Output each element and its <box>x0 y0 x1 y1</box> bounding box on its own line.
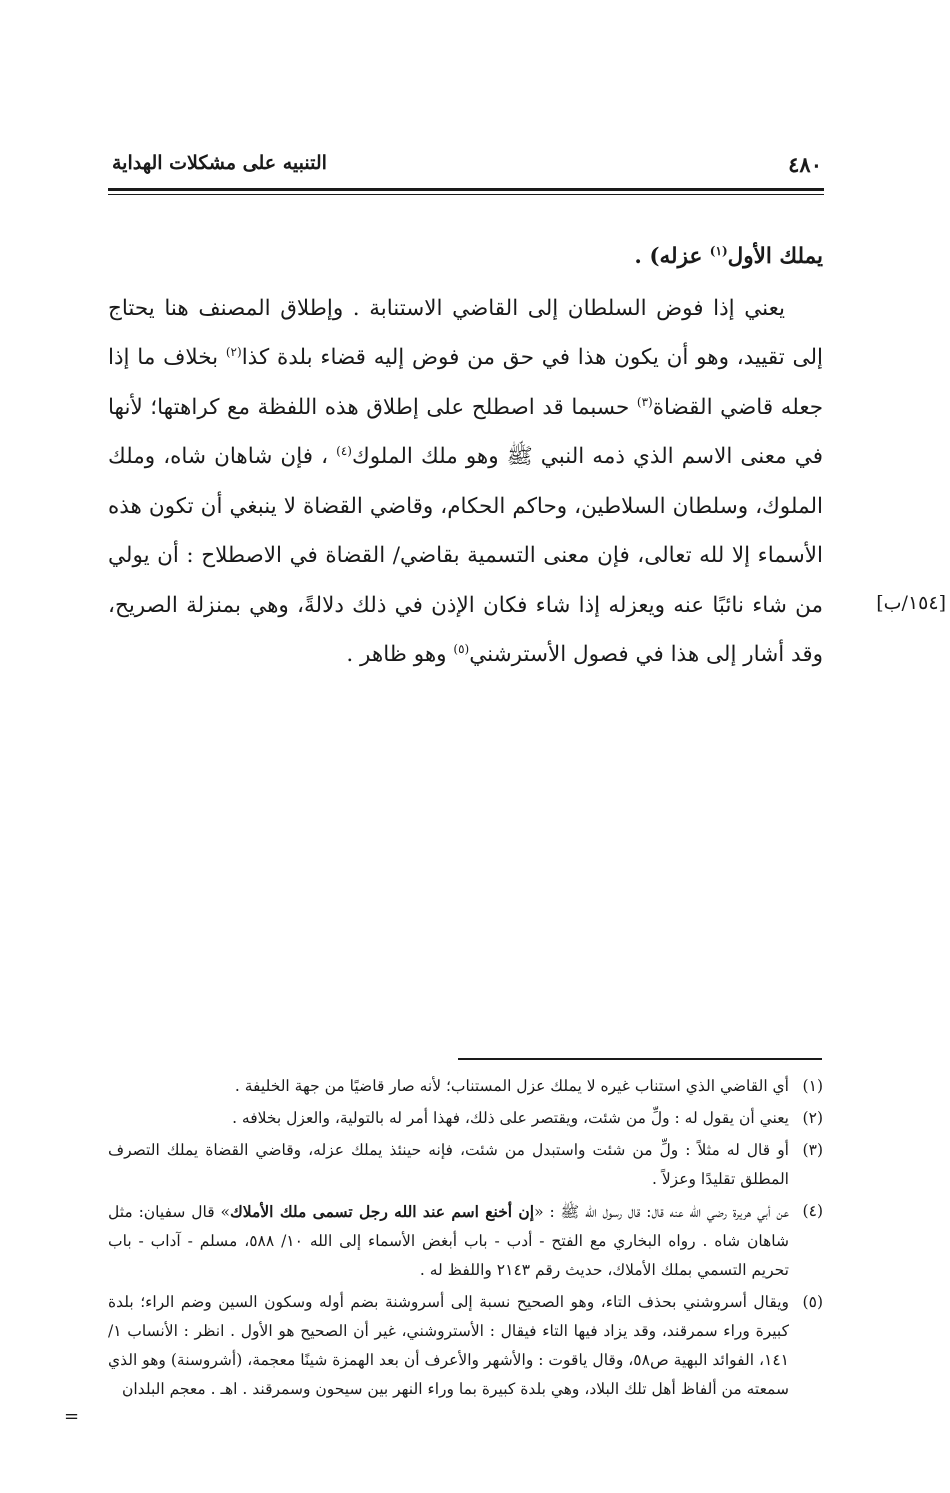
paragraph-text: يعني إذا فوض السلطان إلى القاضي الاستنابة . وإطلاق المصنف هنا يحتاج إلى تقييد، وهو أن يكون هذا في حق من فوض إليه قضاء بلدة كذا <box>108 295 823 370</box>
footnote-ref-3[interactable]: (٣) <box>636 394 653 409</box>
footnote-ref-4[interactable]: (٤) <box>336 443 352 458</box>
footnote-ref-5[interactable]: (٥) <box>453 641 470 656</box>
footnote-separator <box>458 1058 822 1060</box>
continuation-mark: = <box>64 1406 80 1427</box>
lead-line <box>108 232 823 282</box>
footnote <box>108 1104 823 1133</box>
body-paragraph <box>108 284 823 680</box>
footnote-text-part: عن أبي هريرة رضي الله عنه قال: قال رسول الله ﷺ : « <box>534 1203 789 1221</box>
footnote-text-part: » قال سفيان: مثل شاهان شاه . رواه البخاري مع الفتح - أدب - باب أبغض الأسماء إلى الله ١٠/ ٥٨٨، مسلم - آداب - باب تحريم التسمي بملك الأملاك، حديث رقم ٢١٤٣ واللفظ له . <box>108 1203 789 1279</box>
paragraph-text: وهو ظاهر . <box>346 642 454 667</box>
footnote-text: أو قال له مثلاً : ولِّ من شئت واستبدل من شئت، فإنه حينئذ يملك عزله، وقاضي القضاة يملك التصرف المطلق تقليدًا وعزلاً . <box>108 1141 789 1188</box>
manuscript-folio-marker: [١٥٤/ب] <box>876 592 946 614</box>
footnote-text: ويقال أسروشني بحذف التاء، وهو الصحيح نسبة إلى أسروشنة بضم أوله وسكون السين وضم الراء؛ بلدة كبيرة وراء سمرقند، وقد يزاد فيها التاء فيقال : الأستروشني، غير أن الصحيح هو الأول . انظر : الأنساب ١/ ١٤١، الفوائد البهية ص٥٨، وقال ياقوت : والأشهر والأعرف أن بعد الهمزة شينًا معجمة، (أشروسنة) وهو الذي سمعته من ألفاظ أهل تلك البلاد، وهي بلدة كبيرة بما وراء النهر بين سيحون وسمرقند . اهـ . معجم البلدان <box>108 1293 789 1398</box>
footnote-ref-2[interactable]: (٢) <box>225 344 242 359</box>
footnote-text: يعني أن يقول له : ولِّ من شئت، ويقتصر على ذلك، فهذا أمر له بالتولية، والعزل بخلافه . <box>232 1109 789 1127</box>
footnote <box>108 1072 823 1101</box>
footnote-number: (٤) <box>802 1202 823 1220</box>
footnote-number: (١) <box>802 1077 823 1095</box>
footnote-text <box>108 1197 789 1285</box>
hadith-quote: إن أخنع اسم عند الله رجل تسمى ملك الأملاك <box>230 1202 535 1221</box>
paragraph-text: بخلاف ما إذا جعله قاضي القضاة <box>108 345 823 420</box>
page-number: ٤٨٠ <box>788 152 822 177</box>
header-rule-thick <box>108 188 824 191</box>
footnote <box>108 1136 823 1194</box>
footnote-number: (٣) <box>802 1141 823 1159</box>
header-rule-thin <box>108 194 824 195</box>
footnote-number: (٥) <box>802 1293 823 1311</box>
running-header <box>112 152 822 182</box>
book-title: التنبيه على مشكلات الهداية <box>112 152 327 174</box>
footnote-ref-1[interactable]: (١) <box>709 243 728 258</box>
paragraph-text: حسبما قد اصطلح على إطلاق هذه اللفظة مع كراهتها؛ لأنها في معنى الاسم الذي ذمه النبي ﷺ وهو ملك الملوك <box>108 394 823 469</box>
footnote <box>108 1197 823 1285</box>
footnote-number: (٢) <box>802 1109 823 1127</box>
main-text <box>108 232 823 680</box>
footnote <box>108 1288 823 1404</box>
lead-text: يملك الأول <box>727 244 823 269</box>
paragraph-text: ، فإن شاهان شاه، وملك الملوك، وسلطان السلاطين، وحاكم الحكام، وقاضي القضاة لا ينبغي أن تكون هذه الأسماء إلا لله تعالى، فإن معنى التسمية بقاضي/ القضاة في الاصطلاح : أن يولي من شاء نائبًا عنه ويعزله إذا شاء فكان الإذن في ذلك دلالةً، وهي بمنزلة الصريح، وقد أشار إلى هذا في فصول الأسترشني <box>108 444 823 667</box>
footnotes <box>108 1072 823 1407</box>
lead-text-end: عزله) . <box>634 244 710 269</box>
footnote-text: أي القاضي الذي استناب غيره لا يملك عزل المستناب؛ لأنه صار قاضيًا من جهة الخليفة . <box>234 1077 789 1095</box>
